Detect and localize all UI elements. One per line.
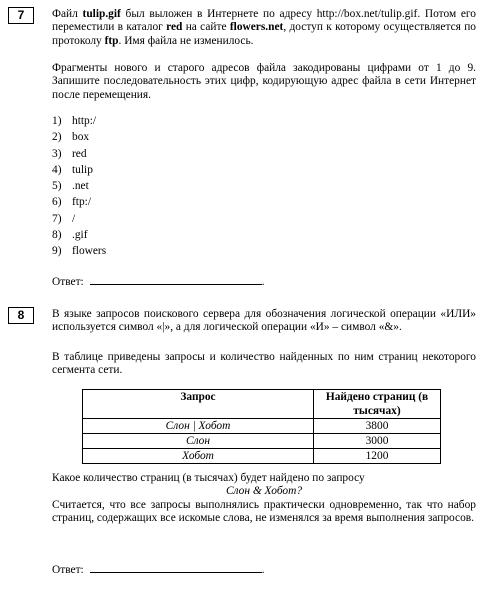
option-text: flowers (72, 245, 107, 258)
q8-answer-line[interactable] (90, 561, 262, 573)
q7-instruction: Фрагменты нового и старого адресов файла закодированы цифрами от 1 до 9. Запишите последовательность этих цифр, кодирующую адрес файла в сети Интернет после перемещения. (52, 62, 476, 101)
table-row (83, 449, 441, 464)
q8-intro: В языке запросов поискового сервера для обозначения логической операции «ИЛИ» используется символ «|», а для логической операции «И» – символ «&». (52, 308, 476, 334)
option-number: 8) (52, 229, 62, 242)
query-cell: Слон | Хобот (83, 419, 314, 434)
option-number: 5) (52, 180, 62, 193)
option-item (52, 113, 106, 129)
option-text: / (72, 212, 76, 225)
option-number: 3) (52, 147, 62, 160)
option-number: 4) (52, 163, 62, 176)
q7-filename: tulip.gif (82, 8, 121, 20)
option-item (52, 162, 106, 178)
table-header-row (83, 390, 441, 419)
option-item (52, 129, 106, 145)
q7-intro (52, 8, 476, 48)
q7-answer (52, 273, 265, 289)
column-header-query: Запрос (83, 390, 314, 419)
option-item (52, 194, 106, 210)
pages-cell: 1200 (314, 449, 441, 464)
column-header-pages: Найдено страниц (в тысячах) (314, 390, 441, 419)
option-number: 2) (52, 131, 62, 144)
q7-answer-label: Ответ: (52, 276, 84, 288)
option-text: http:/ (72, 115, 97, 127)
option-number: 9) (52, 245, 62, 258)
pages-cell: 3800 (314, 419, 441, 434)
q7-site: flowers.net (229, 21, 284, 34)
option-item (52, 211, 106, 227)
question-number-7: 7 (8, 7, 34, 24)
option-number: 6) (52, 196, 62, 209)
option-item (52, 227, 106, 243)
option-item (52, 146, 106, 162)
query-results-table (82, 389, 441, 464)
q7-intro-text-2: был выложен в Интернете по адресу http://box.net/tulip.gif. Потом его переместили в каталог (52, 8, 476, 34)
question-number-8: 8 (8, 307, 34, 324)
q7-answer-period: . (261, 276, 265, 288)
q7-options-list (52, 113, 106, 260)
q7-intro-text-1: Файл (52, 8, 83, 20)
option-item (52, 178, 106, 194)
q8-query: Слон & Хобот? (225, 485, 303, 497)
q7-intro-text-4: , доступ к которому осуществляется по протоколу (52, 21, 476, 47)
query-cell: Слон (83, 434, 314, 449)
q8-question: Какое количество страниц (в тысячах) будет найдено по запросу (52, 472, 365, 484)
q8-table-intro: В таблице приведены запросы и количество найденных по ним страниц некоторого сегмента сети. (52, 351, 476, 377)
pages-cell: 3000 (314, 434, 441, 449)
q7-intro-text-3: на сайте (182, 21, 230, 34)
option-text: box (72, 131, 90, 144)
q8-answer (52, 561, 265, 577)
option-number: 7) (52, 212, 62, 225)
option-text: .gif (72, 229, 88, 242)
q7-protocol: ftp (104, 34, 119, 47)
table-row (83, 434, 441, 449)
option-text: .net (72, 180, 89, 193)
option-item (52, 243, 106, 259)
q7-intro-text-5: . Имя файла не изменилось. (118, 34, 254, 47)
option-number: 1) (52, 115, 62, 127)
q8-answer-period: . (261, 564, 265, 576)
q7-directory: red (166, 21, 183, 34)
q8-assumption: Считается, что все запросы выполнялись практически одновременно, так что набор страниц, содержащих все искомые слова, не изменялся за время выполнения запросов. (52, 499, 476, 525)
query-cell: Хобот (83, 449, 314, 464)
q7-answer-line[interactable] (90, 273, 262, 285)
option-text: red (72, 147, 87, 160)
q8-answer-label: Ответ: (52, 564, 84, 576)
option-text: ftp:/ (72, 196, 91, 209)
option-text: tulip (72, 163, 93, 176)
table-row (83, 419, 441, 434)
